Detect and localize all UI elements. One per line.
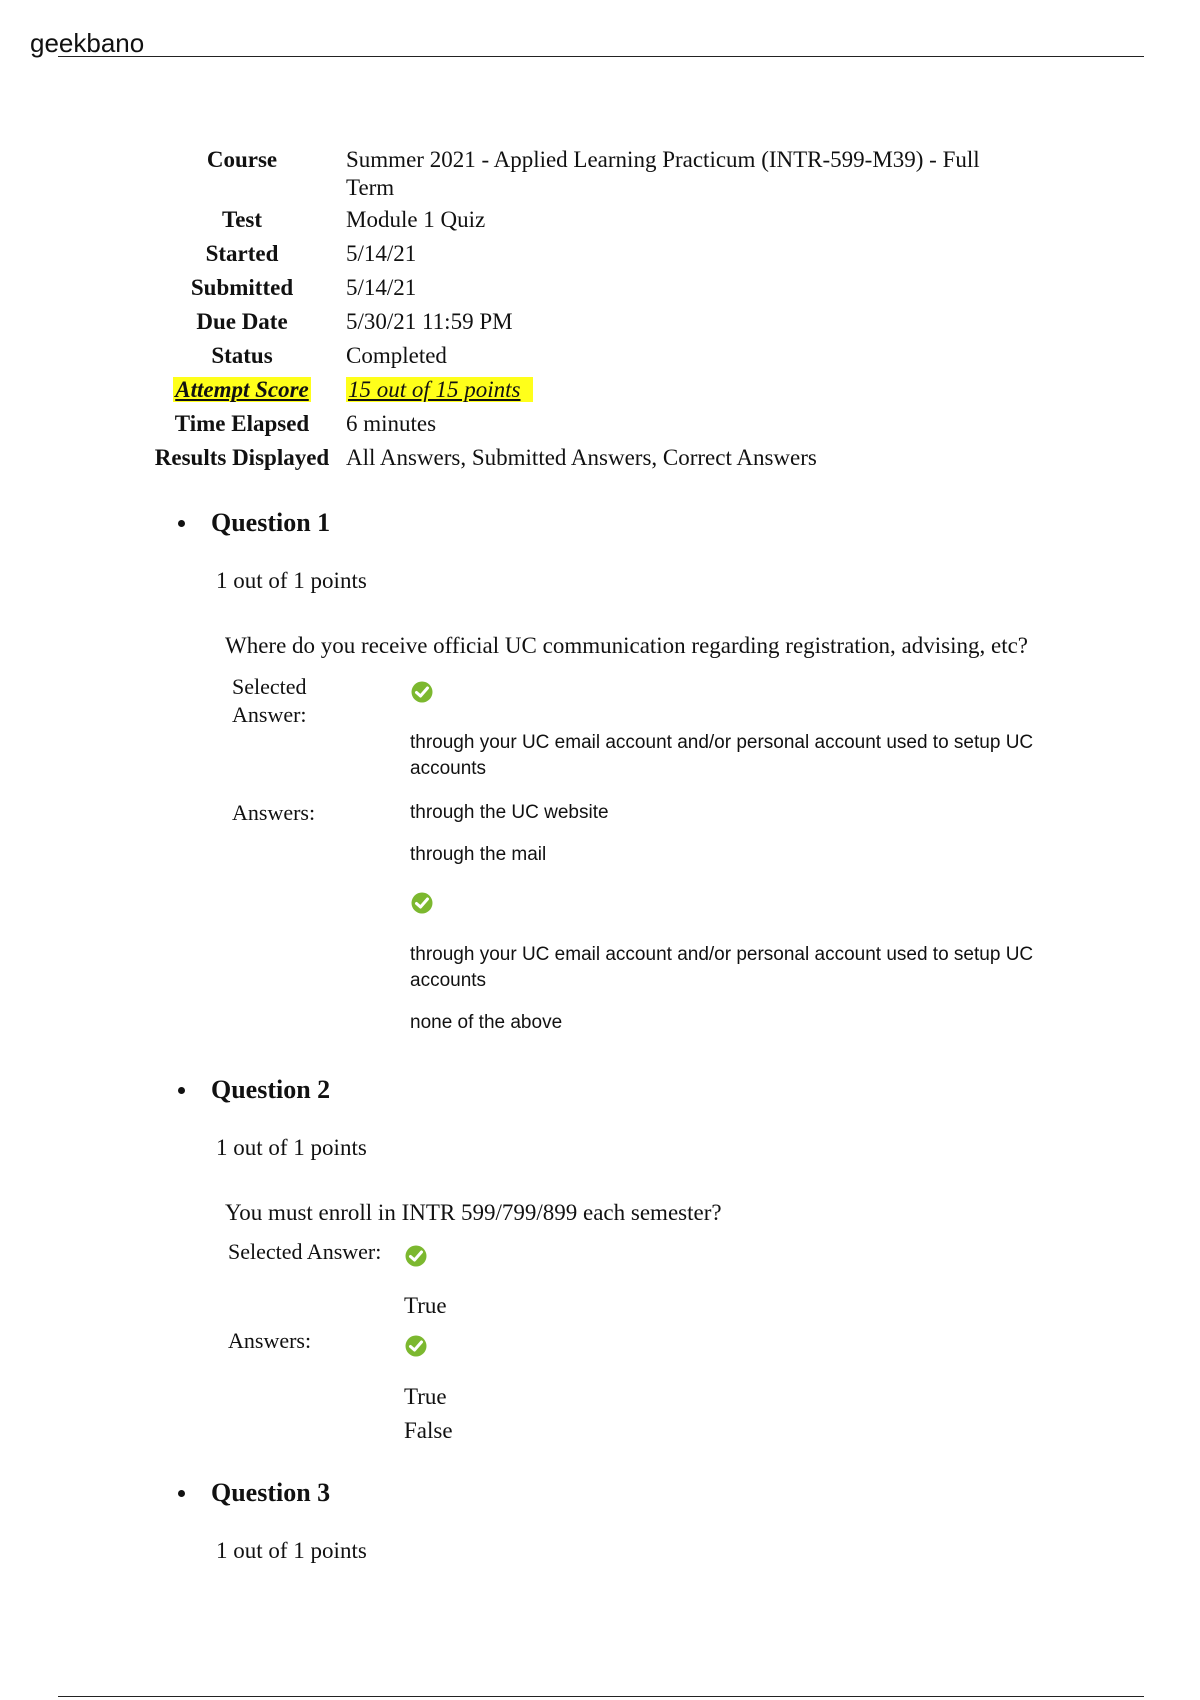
check-icon [405,1245,427,1267]
started-value: 5/14/21 [346,241,417,266]
question-2-answer-2: False [404,1418,453,1443]
question-1-answer-4: none of the above [410,1012,563,1033]
question-2-answer-1: True [404,1384,447,1409]
question-2-selected-label: Selected Answer: [228,1239,382,1264]
summary-row-started [148,240,1046,274]
summary-row-submitted [148,274,1046,308]
header-brand: geekbano [30,28,145,58]
summary-row-test [148,206,1046,240]
check-icon [411,681,433,703]
question-2-points: 1 out of 1 points [216,1135,367,1160]
selected-label-line1: Selected [232,674,307,699]
check-icon [405,1335,427,1357]
attempt-score-label: Attempt Score [175,377,309,402]
question-2-title: Question 2 [211,1075,331,1104]
submitted-value: 5/14/21 [346,275,417,300]
question-3-points: 1 out of 1 points [216,1538,367,1563]
attempt-summary-table [148,146,1046,478]
question-3-title: Question 3 [211,1478,331,1507]
results-value: All Answers, Submitted Answers, Correct Answers [346,445,817,470]
check-icon [411,892,433,914]
summary-row-elapsed [148,410,1046,444]
due-date-value: 5/30/21 11:59 PM [346,309,513,334]
header-divider [58,56,1144,57]
bullet-icon [178,1490,185,1497]
bullet-icon [178,1087,185,1094]
elapsed-value: 6 minutes [346,411,437,436]
question-1-answer-3: through your UC email account and/or personal account used to setup UC accounts [410,944,1034,991]
question-1-heading [178,508,330,538]
question-1-answer-2: through the mail [410,844,547,865]
course-value [346,146,1046,206]
started-label: Started [205,241,279,266]
course-value-line1: Summer 2021 - Applied Learning Practicum (INTR-599-M39) - Full [346,147,980,172]
question-1-selected-label [232,673,307,729]
question-2-text: You must enroll in INTR 599/799/899 each semester? [225,1200,722,1225]
course-value-line2: Term [346,175,395,200]
question-1-title: Question 1 [211,508,331,537]
score-label-cell [148,376,346,410]
test-label: Test [221,207,263,232]
summary-row-status [148,342,1046,376]
footer-divider [58,1696,1144,1697]
bullet-icon [178,520,185,527]
submitted-label: Submitted [190,275,294,300]
summary-row-due-date [148,308,1046,342]
question-1-points: 1 out of 1 points [216,568,367,593]
status-value: Completed [346,343,447,368]
question-1-selected-answer: through your UC email account and/or personal account used to setup UC accounts [410,732,1034,779]
question-2-answers-label: Answers: [228,1328,312,1353]
attempt-score-value: 15 out of 15 points [346,377,533,402]
score-value-cell [346,376,1046,410]
due-date-label: Due Date [196,309,288,334]
question-2-selected-answer: True [404,1293,447,1318]
summary-row-course [148,146,1046,206]
question-1-answer-1: through the UC website [410,802,609,823]
elapsed-label: Time Elapsed [174,411,310,436]
summary-row-results [148,444,1046,478]
test-value: Module 1 Quiz [346,207,486,232]
selected-label-line2: Answer: [232,702,307,727]
status-label: Status [211,343,273,368]
results-label: Results Displayed [154,445,330,470]
question-2-heading [178,1075,330,1105]
summary-row-score [148,376,1046,410]
question-1-answers-label: Answers: [232,800,316,825]
question-1-text: Where do you receive official UC communication regarding registration, advising, etc? [225,633,1029,658]
question-3-heading [178,1478,330,1508]
course-label: Course [206,147,278,172]
